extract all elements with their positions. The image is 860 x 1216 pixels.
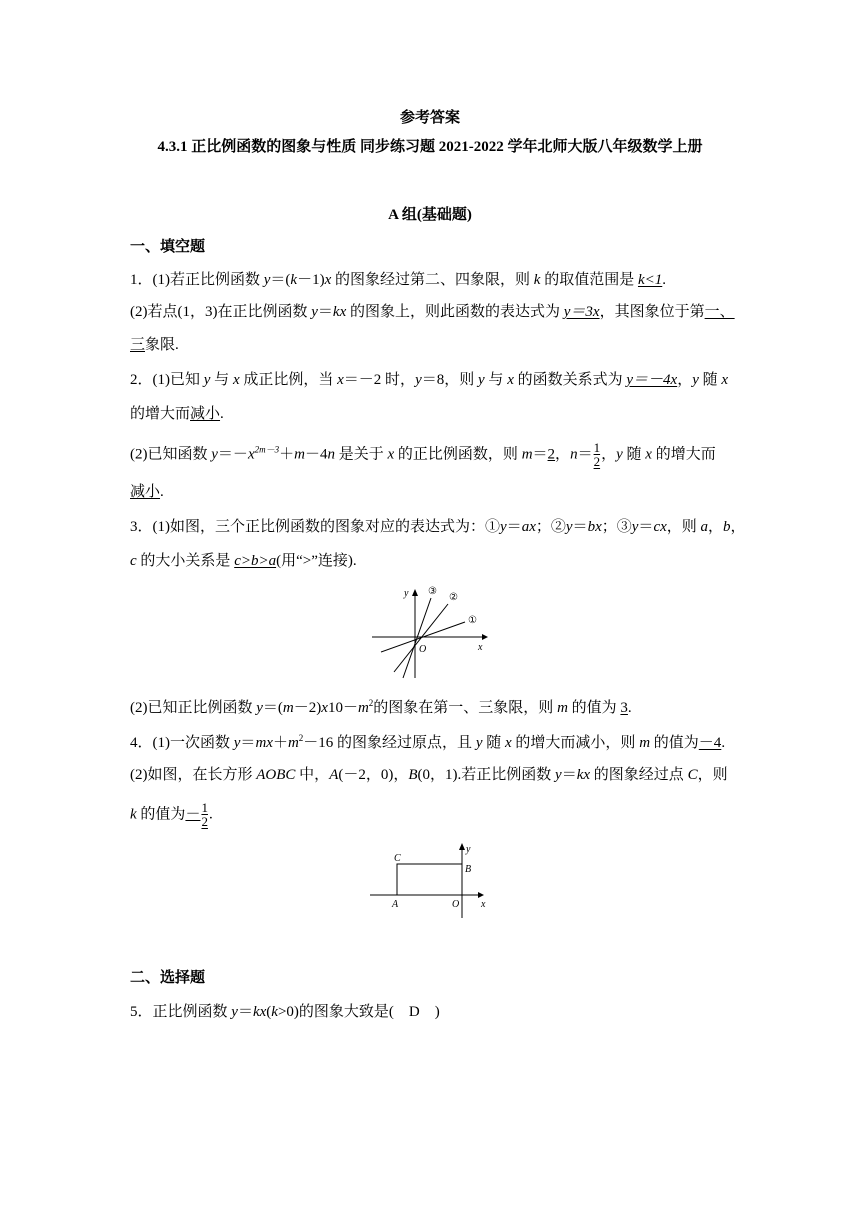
y-axis-arrow (412, 589, 418, 596)
q5: 5．正比例函数 y＝kx(k>0)的图象大致是( D ) (130, 1004, 440, 1020)
q2-part2-n-answer-fraction: $\frac{1}{2}$ (593, 440, 601, 469)
point-a-label: A (392, 899, 399, 910)
q2-part1-answer: y＝－4x (626, 372, 678, 388)
point-b-label: B (465, 864, 472, 875)
line-2 (394, 604, 448, 672)
q2-part1-trend-answer: 减小 (190, 406, 221, 422)
q2-part2-m-answer: 2 (547, 446, 556, 463)
x-axis-label: x (481, 899, 486, 910)
q4-part2: (2)如图，在长方形 AOBC 中，A(－2，0)，B(0，1).若正比例函数 y＝kx 的图象经过点 C，则 (130, 767, 728, 783)
q4-part2-answer-fraction: $\frac{1}{2}$ (201, 800, 208, 829)
x-axis-arrow (478, 892, 484, 898)
line-1-label: ① (468, 615, 477, 626)
q2-part2: (2)已知函数 $y=-x^{2m-3}+m-4n$ 是关于 x 的正比例函数，则 m＝2，n＝ $\frac{1}{2}$ ，y 随 x 的增大而 (130, 440, 716, 469)
q1-part2-quadrant-answer: 一、 (704, 304, 735, 320)
point-c-label: C (394, 853, 401, 864)
q1-part2-cont: 三象限. (130, 337, 179, 353)
q3-part2: (2)已知正比例函数 $y=(m-2)x10-m^2$的图象在第一、三象限，则 m 的值为 3. (130, 698, 632, 716)
q4-part2-answer-sign: － (185, 806, 201, 823)
q1-part1-answer: k<1 (637, 272, 663, 288)
origin-label: O (452, 899, 460, 910)
y-axis-label: y (404, 588, 409, 599)
q4-part2-cont: k 的值为－ $\frac{1}{2}$ . (130, 800, 213, 829)
q2-part1-cont: 的增大而减小. (130, 406, 224, 422)
page-title: 参考答案 (399, 110, 460, 126)
x-axis-label: x (478, 642, 483, 653)
q1-part1: 1．(1)若正比例函数 y＝(k－1)x 的图象经过第二、四象限，则 k 的取值范围是 k<1. (130, 272, 666, 288)
q4-part1-answer: －4 (698, 735, 722, 751)
q3-part1: 3．(1)如图，三个正比例函数的图象对应的表达式为：①y＝ax；②y＝bx；③y＝cx，则 a，b， (130, 519, 746, 535)
three-lines-figure (368, 582, 490, 680)
y-axis-label: y (466, 844, 471, 855)
q3-part1-answer: c>b>a (234, 553, 277, 569)
q3-part2-answer: 3 (620, 700, 628, 716)
section-fill-in-heading: 一、填空题 (130, 239, 206, 255)
page-subtitle: 4.3.1 正比例函数的图象与性质 同步练习题 2021-2022 学年北师大版八年级数学上册 (157, 139, 703, 155)
origin-label: O (419, 644, 427, 655)
line-3-label: ③ (428, 586, 437, 597)
rectangle-aobc (397, 864, 462, 895)
line-2-label: ② (449, 592, 458, 603)
q1-part2-answer: y＝3x (563, 304, 600, 320)
q2-part2-trend-answer: 减小 (130, 484, 161, 500)
q3-part1-cont: c 的大小关系是 c>b>a(用“>”连接). (130, 553, 357, 569)
q4-part1: 4．(1)一次函数 $y=mx+m^2-16$ 的图象经过原点，且 y 随 x 的增大而减小，则 m 的值为－4. (130, 733, 726, 751)
q1-part2-quadrant-answer-cont: 三 (130, 337, 146, 353)
x-axis-arrow (482, 634, 488, 640)
section-choice-heading: 二、选择题 (130, 970, 206, 986)
line-3 (403, 598, 431, 678)
q2-part1: 2．(1)已知 y 与 x 成正比例，当 x＝－2 时，y＝8，则 y 与 x 的函数关系式为 y＝－4x，y 随 x (130, 372, 729, 388)
q2-part2-cont: 减小. (130, 484, 164, 500)
y-axis-arrow (459, 843, 465, 850)
q1-part2: (2)若点(1，3)在正比例函数 y＝kx 的图象上，则此函数的表达式为 y＝3x，其图象位于第一、 (130, 304, 735, 320)
group-heading: A 组(基础题) (388, 207, 472, 223)
rectangle-figure (366, 840, 492, 920)
